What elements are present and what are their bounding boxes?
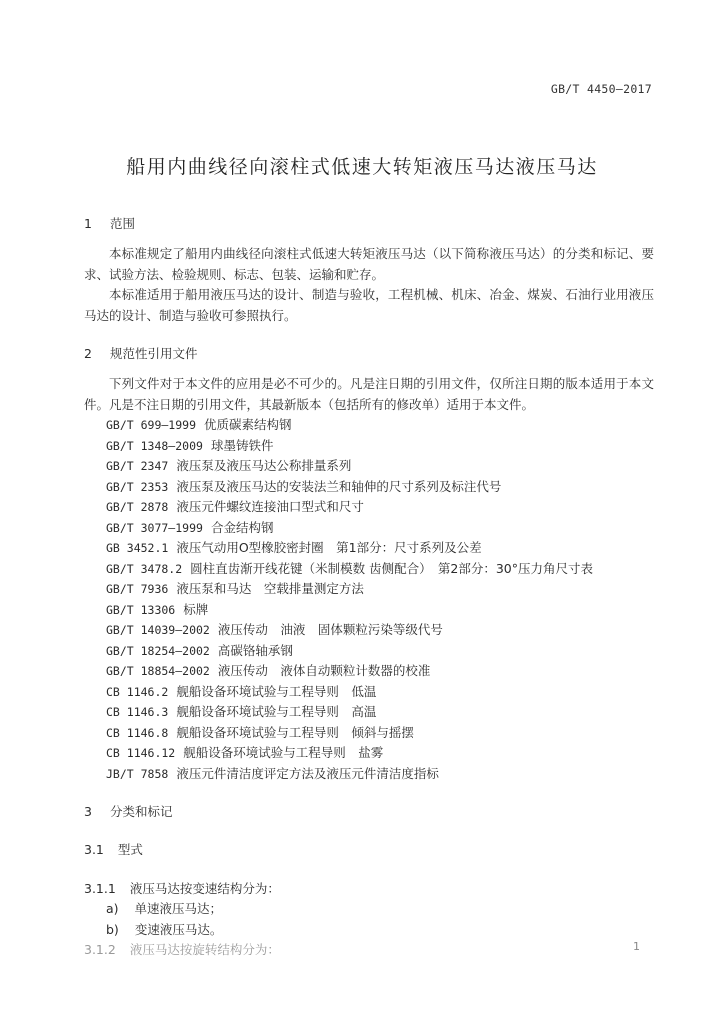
reference-title: 液压元件清洁度评定方法及液压元件清洁度指标 xyxy=(176,765,439,781)
list-marker: a) xyxy=(106,901,119,916)
reference-title: 圆柱直齿渐开线花键（米制模数 齿侧配合） 第2部分：30°压力角尺寸表 xyxy=(190,560,594,576)
list-item xyxy=(84,620,654,641)
reference-code: CB 1146.3 xyxy=(106,705,169,719)
list-item xyxy=(84,723,654,744)
standard-code: GB/T 4450—2017 xyxy=(550,82,652,96)
reference-title: 标牌 xyxy=(183,601,209,617)
reference-code: CB 1146.8 xyxy=(106,725,169,740)
section-1-heading xyxy=(84,214,654,234)
clause-number: 3.1.1 xyxy=(84,880,116,896)
reference-title: 舰船设备环境试验与工程导则 盐雾 xyxy=(183,745,384,760)
reference-code: GB/T 2347 xyxy=(106,459,169,473)
reference-title: 液压元件螺纹连接油口型式和尺寸 xyxy=(176,499,364,514)
reference-title: 液压气动用O型橡胶密封圈 第1部分：尺寸系列及公差 xyxy=(176,540,482,555)
list-item xyxy=(84,682,654,703)
list-item xyxy=(84,899,654,920)
scope-paragraph-1: 本标准规定了船用内曲线径向滚柱式低速大转矩液压马达（以下简称液压马达）的分类和标记、要求、试验方法、检验规则、标志、包装、运输和贮存。 xyxy=(84,246,654,282)
reference-code: JB/T 7858 xyxy=(106,766,169,781)
list-item xyxy=(84,600,654,621)
section-3-heading xyxy=(84,802,654,822)
reference-code: GB/T 2353 xyxy=(106,479,169,494)
reference-code: GB/T 18854—2002 xyxy=(106,664,210,678)
reference-code: GB/T 2878 xyxy=(106,500,169,514)
list-item xyxy=(84,497,654,518)
subsection-number: 3.1 xyxy=(84,842,104,857)
list-item xyxy=(84,641,654,662)
list-item xyxy=(84,518,654,539)
reference-title: 球墨铸铁件 xyxy=(210,437,274,453)
clause-3-1-2 xyxy=(84,940,654,961)
section-2-heading xyxy=(84,344,654,364)
reference-title: 液压传动 液体自动颗粒计数器的校准 xyxy=(217,663,431,678)
clause-text: 液压马达按变速结构分为： xyxy=(129,880,280,896)
reference-code: GB/T 18254—2002 xyxy=(106,643,210,658)
reference-title: 液压泵及液压马达公称排量系列 xyxy=(176,458,352,473)
reference-title: 舰船设备环境试验与工程导则 高温 xyxy=(176,704,377,719)
reference-list xyxy=(84,415,654,784)
list-item xyxy=(84,743,654,764)
reference-code: CB 1146.12 xyxy=(106,746,176,760)
list-item xyxy=(84,415,654,436)
reference-title: 合金结构钢 xyxy=(210,519,274,535)
reference-code: GB/T 13306 xyxy=(106,602,176,617)
list-item xyxy=(84,436,654,457)
list-item xyxy=(84,764,654,785)
reference-title: 舰船设备环境试验与工程导则 低温 xyxy=(176,683,377,699)
section-title: 分类和标记 xyxy=(109,804,173,819)
reference-title: 液压传动 油液 固体颗粒污染等级代号 xyxy=(217,622,443,637)
list-item xyxy=(84,920,654,941)
list-item xyxy=(84,702,654,723)
reference-code: GB 3452.1 xyxy=(106,541,169,555)
list-marker: b) xyxy=(106,921,119,937)
document-title: 船用内曲线径向滚柱式低速大转矩液压马达液压马达 xyxy=(126,156,598,178)
page-number: 1 xyxy=(633,940,640,953)
reference-code: GB/T 7936 xyxy=(106,582,169,596)
list-item xyxy=(84,579,654,600)
document-body xyxy=(84,214,654,961)
list-text: 单速液压马达； xyxy=(134,901,223,916)
reference-code: GB/T 1348—2009 xyxy=(106,438,203,453)
list-item xyxy=(84,559,654,580)
reference-title: 优质碳素结构钢 xyxy=(204,417,292,432)
reference-code: CB 1146.2 xyxy=(106,684,169,699)
list-item xyxy=(84,456,654,477)
section-title: 范围 xyxy=(109,216,135,231)
clause-number: 3.1.2 xyxy=(84,942,116,957)
clause-3-1-1 xyxy=(84,879,654,900)
reference-code: GB/T 699—1999 xyxy=(106,418,197,432)
list-item xyxy=(84,477,654,498)
list-text: 变速液压马达。 xyxy=(134,921,223,937)
clause-text: 液压马达按旋转结构分为： xyxy=(129,942,280,957)
section-number: 1 xyxy=(84,216,92,231)
list-item xyxy=(84,538,654,559)
reference-title: 舰船设备环境试验与工程导则 倾斜与摇摆 xyxy=(176,724,414,740)
reference-code: GB/T 3478.2 xyxy=(106,561,183,576)
reference-title: 液压泵及液压马达的安装法兰和轴伸的尺寸系列及标注代号 xyxy=(176,478,502,494)
scope-paragraph-2: 本标准适用于船用液压马达的设计、制造与验收，工程机械、机床、冶金、煤炭、石油行业用液压马达的设计、制造与验收可参照执行。 xyxy=(84,287,654,323)
references-intro: 下列文件对于本文件的应用是必不可少的。凡是注日期的引用文件，仅所注日期的版本适用于本文件。凡是不注日期的引用文件，其最新版本（包括所有的修改单）适用于本文件。 xyxy=(84,376,654,412)
subsection-3-1-heading xyxy=(84,840,654,861)
reference-code: GB/T 3077—1999 xyxy=(106,520,203,535)
reference-title: 高碳铬轴承钢 xyxy=(217,642,293,658)
reference-code: GB/T 14039—2002 xyxy=(106,623,210,637)
list-item xyxy=(84,661,654,682)
reference-title: 液压泵和马达 空载排量测定方法 xyxy=(176,581,364,596)
section-number: 2 xyxy=(84,346,92,361)
section-number: 3 xyxy=(84,804,92,819)
section-title: 规范性引用文件 xyxy=(109,346,198,361)
subsection-title: 型式 xyxy=(117,842,143,857)
